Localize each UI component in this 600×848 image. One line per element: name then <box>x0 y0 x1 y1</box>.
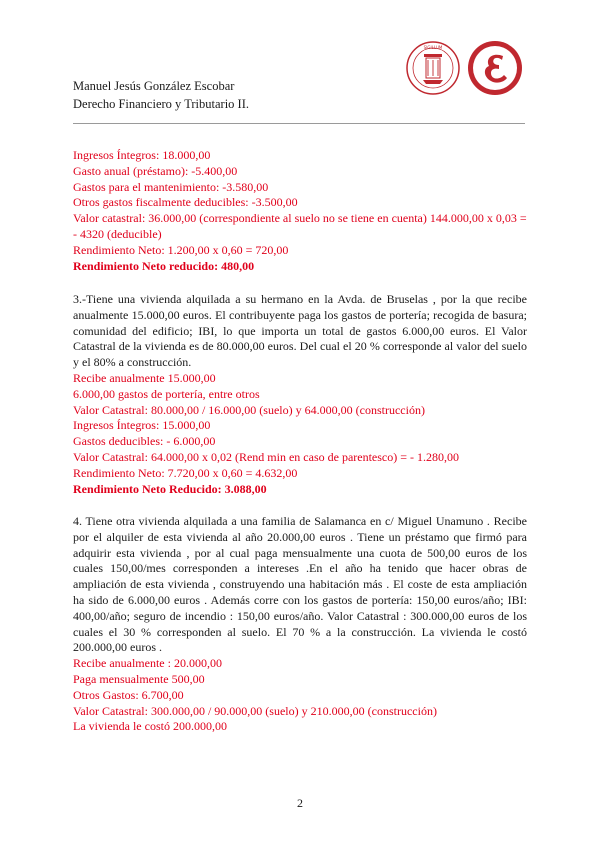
answer-line: Gasto anual (préstamo): -5.400,00 <box>73 163 238 178</box>
exercise-4 <box>73 514 527 735</box>
answer-result: Rendimiento Neto reducido: 480,00 <box>73 258 255 273</box>
course-title: Derecho Financiero y Tributario II. <box>73 97 250 111</box>
answer-line: Otros Gastos: 6.700,00 <box>73 687 184 702</box>
svg-text:SIGILLUM: SIGILLUM <box>423 45 443 50</box>
answer-result: Rendimiento Neto Reducido: 3.088,00 <box>73 481 267 496</box>
university-seal-logo <box>405 40 461 96</box>
faculty-e-logo <box>467 40 523 96</box>
answer-line: Valor catastral: 36.000,00 (correspondiente al suelo no se tiene en cuenta) 144.000,00 x 0,03 = - 4320 (deducible) <box>73 211 527 241</box>
answer-line: Rendimiento Neto: 7.720,00 x 0,60 = 4.632,00 <box>73 465 298 480</box>
answer-line: 6.000,00 gastos de portería, entre otros <box>73 386 260 401</box>
answer-line: Valor Catastral: 80.000,00 / 16.000,00 (suelo) y 64.000,00 (construcción) <box>73 402 425 417</box>
exercise-3 <box>73 292 527 497</box>
answer-line: Valor Catastral: 64.000,00 x 0,02 (Rend min en caso de parentesco) = - 1.280,00 <box>73 449 460 464</box>
previous-exercise-solution <box>73 148 527 274</box>
answer-line: Otros gastos fiscalmente deducibles: -3.500,00 <box>73 195 298 210</box>
answer-line: Recibe anualmente 15.000,00 <box>73 370 216 385</box>
answer-line: Ingresos Íntegros: 18.000,00 <box>73 148 211 162</box>
answer-line: Recibe anualmente : 20.000,00 <box>73 656 222 671</box>
author-name: Manuel Jesús González Escobar <box>73 79 235 93</box>
answer-line: Rendimiento Neto: 1.200,00 x 0,60 = 720,00 <box>73 242 289 257</box>
header-divider <box>73 123 525 124</box>
exercise-statement: 4. Tiene otra vivienda alquilada a una familia de Salamanca en c/ Miguel Unamuno . Recibe por el alquiler de esta vivienda al año 20.000,00 euros . Tiene un préstamo que firmó para adquirir esta vivienda , por al cual paga mensualmente una cuota de 500,00 euros de los cuales 150,00/mes corresponden a intereses .En el año ha tenido que hacer obras de ampliación de esta vivienda , construyendo una habitación más . El coste de esta ampliación ha sido de 6.000,00 euros . Además corre con los gastos de portería: 150,00 euros/año; IBI: 400,00/año; seguro de incendio : 150,00 euros/año. Valor Catastral : 300.000,00 euros de los cuales el 30 % corresponden al suelo. El 70 % a la construcción. La vivienda le costó 200.000,00 euros . <box>73 514 527 655</box>
answer-line: La vivienda le costó 200.000,00 <box>73 719 227 734</box>
page-number: 2 <box>297 796 303 810</box>
answer-line: Ingresos Íntegros: 15.000,00 <box>73 418 211 433</box>
answer-line: Gastos para el mantenimiento: -3.580,00 <box>73 179 269 194</box>
answer-line: Valor Catastral: 300.000,00 / 90.000,00 (suelo) y 210.000,00 (construcción) <box>73 703 437 718</box>
answer-line: Paga mensualmente 500,00 <box>73 671 205 686</box>
exercise-statement: 3.-Tiene una vivienda alquilada a su hermano en la Avda. de Bruselas , por la que recibe anualmente 15.000,00 euros. El contribuyente paga los gastos de portería; recogida de basura; comunidad del edificio; IBI, lo que importa un total de gastos 6.000,00 euros. El Valor Catastral de la vivienda es de 80.000,00 euros. Del cual el 20 % corresponde al valor del suelo y el 80% a construcción. <box>73 292 527 370</box>
answer-line: Gastos deducibles: - 6.000,00 <box>73 434 216 449</box>
